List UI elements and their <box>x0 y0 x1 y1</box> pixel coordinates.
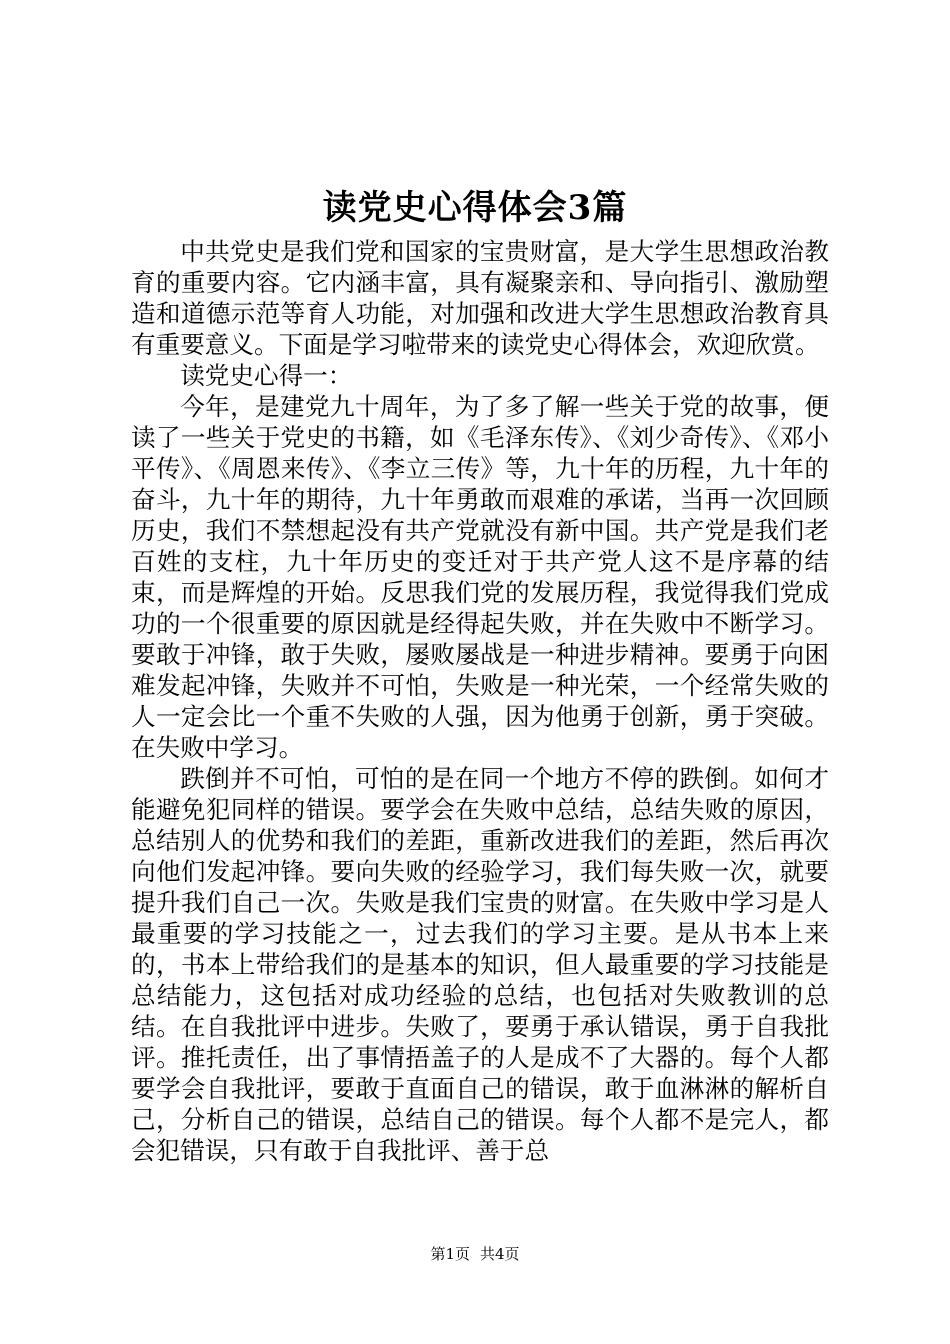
document-title: 读党史心得体会3篇 <box>322 188 628 228</box>
page-footer <box>0 1244 950 1264</box>
body-paragraph: 今年，是建党九十周年，为了多了解一些关于党的故事，便读了一些关于党史的书籍，如《毛泽东传》、《刘少奇传》、《邓小平传》、《周恩来传》、《李立三传》等，九十年的历程，九十年的奋斗，九十年的期待，九十年勇敢而艰难的承诺，当再一次回顾历史，我们不禁想起没有共产党就没有新中国。共产党是我们老百姓的支柱，九十年历史的变迁对于共产党人这不是序幕的结束，而是辉煌的开始。反思我们党的发展历程，我觉得我们党成功的一个很重要的原因就是经得起失败，并在失败中不断学习。要敢于冲锋，敢于失败，屡败屡战是一种进步精神。要勇于向困难发起冲锋，失败并不可怕，失败是一种光荣，一个经常失败的人一定会比一个重不失败的人强，因为他勇于创新，勇于突破。在失败中学习。 <box>131 392 829 762</box>
page-total: 共4页 <box>480 1245 520 1263</box>
page-number: 第1页 <box>430 1245 470 1263</box>
intro-paragraph: 中共党史是我们党和国家的宝贵财富，是大学生思想政治教育的重要内容。它内涵丰富，具有凝聚亲和、导向指引、激励塑造和道德示范等育人功能，对加强和改进大学生思想政治教育具有重要意义。下面是学习啦带来的读党史心得体会，欢迎欣赏。 <box>131 237 829 359</box>
document-body <box>131 236 829 1166</box>
section-heading: 读党史心得一： <box>180 361 353 390</box>
body-paragraph: 跌倒并不可怕，可怕的是在同一个地方不停的跌倒。如何才能避免犯同样的错误。要学会在失败中总结，总结失败的原因，总结别人的优势和我们的差距，重新改进我们的差距，然后再次向他们发起冲锋。要向失败的经验学习，我们每失败一次，就要提升我们自己一次。失败是我们宝贵的财富。在失败中学习是人最重要的学习技能之一，过去我们的学习主要。是从书本上来的，书本上带给我们的是基本的知识，但人最重要的学习技能是总结能力，这包括对成功经验的总结，也包括对失败教训的总结。在自我批评中进步。失败了，要勇于承认错误，勇于自我批评。推托责任，出了事情捂盖子的人是成不了大器的。每个人都要学会自我批评，要敢于直面自己的错误，敢于血淋淋的解析自己，分析自己的错误，总结自己的错误。每个人都不是完人，都会犯错误，只有敢于自我批评、善于总 <box>131 764 829 1165</box>
